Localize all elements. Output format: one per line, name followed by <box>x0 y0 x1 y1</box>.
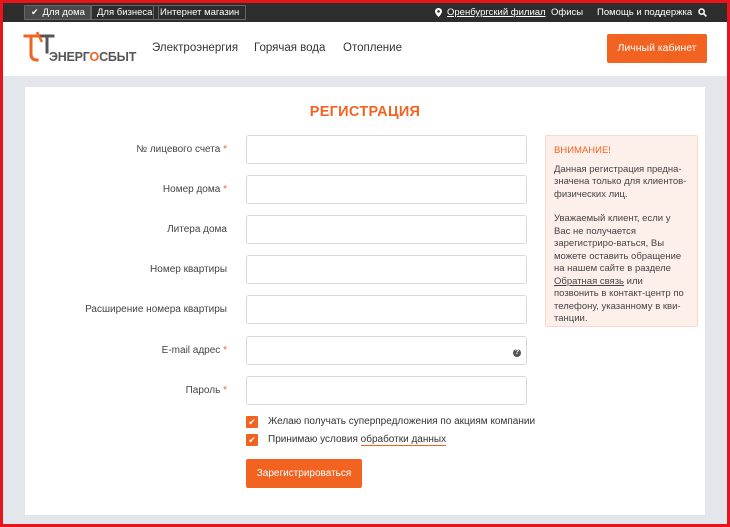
house-letter-input[interactable] <box>246 215 527 244</box>
account-number-label: № лицевого счета * <box>136 144 227 155</box>
notice-title: ВНИМАНИЕ! <box>554 145 611 156</box>
offers-checkbox[interactable]: ✔ <box>246 416 258 428</box>
registration-panel <box>24 86 706 516</box>
register-button[interactable]: Зарегистрироваться <box>246 459 362 488</box>
offers-checkbox-label[interactable]: Желаю получать суперпредложения по акциям компании <box>268 416 536 427</box>
check-icon: ✔ <box>31 7 39 17</box>
segment-shop[interactable]: Интернет магазин <box>153 5 246 20</box>
logo-text: ЭНЕРГОСБЫТ <box>49 50 137 64</box>
notice-box <box>545 135 698 327</box>
top-bar <box>3 3 727 22</box>
search-icon[interactable] <box>698 8 707 17</box>
location-pin-icon <box>435 8 442 17</box>
segment-home[interactable]: ✔ Для дома <box>24 5 92 20</box>
house-number-label: Номер дома * <box>162 184 227 195</box>
segment-business[interactable]: Для бизнеса <box>90 5 159 20</box>
email-input[interactable] <box>246 336 527 365</box>
password-input[interactable] <box>246 376 527 405</box>
offices-link[interactable]: Офисы <box>551 7 584 18</box>
terms-checkbox-label: Принимаю условия обработки данных <box>268 434 447 445</box>
house-letter-label: Литера дома <box>167 224 227 235</box>
data-processing-link[interactable]: обработки данных <box>360 434 447 445</box>
page-title: РЕГИСТРАЦИЯ <box>309 104 421 120</box>
company-logo[interactable] <box>23 30 137 66</box>
support-link[interactable]: Помощь и поддержка <box>597 7 693 18</box>
site-header <box>3 22 727 76</box>
nav-hot-water[interactable]: Горячая вода <box>254 42 326 54</box>
notice-text-2: Уважаемый клиент, если у Вас не получается зарегистриро-ваться, Вы можете оставить обращение на нашем сайте в разделе Обратная связь или позвонить в контакт-центр по телефону, указанному в кви-танции. <box>554 213 684 324</box>
apartment-number-input[interactable] <box>246 255 527 284</box>
email-label: E-mail адрес * <box>161 345 227 356</box>
help-icon[interactable]: ? <box>514 349 520 356</box>
house-number-input[interactable] <box>246 175 527 204</box>
notice-text-1: Данная регистрация предна-значена только для клиентов-физических лиц. <box>554 163 687 200</box>
personal-account-button[interactable]: Личный кабинет <box>607 34 707 63</box>
apartment-extension-input[interactable] <box>246 295 527 324</box>
feedback-link[interactable]: Обратная связь <box>554 275 624 287</box>
apartment-extension-label: Расширение номера квартиры <box>85 304 227 315</box>
nav-electricity[interactable]: Электроэнергия <box>152 42 239 54</box>
nav-heating[interactable]: Отопление <box>343 42 402 54</box>
branch-link[interactable]: Оренбургский филиал <box>447 7 546 18</box>
password-label: Пароль * <box>185 385 227 396</box>
terms-checkbox[interactable]: ✔ <box>246 434 258 446</box>
apartment-number-label: Номер квартиры <box>150 264 227 275</box>
account-number-input[interactable] <box>246 135 527 164</box>
